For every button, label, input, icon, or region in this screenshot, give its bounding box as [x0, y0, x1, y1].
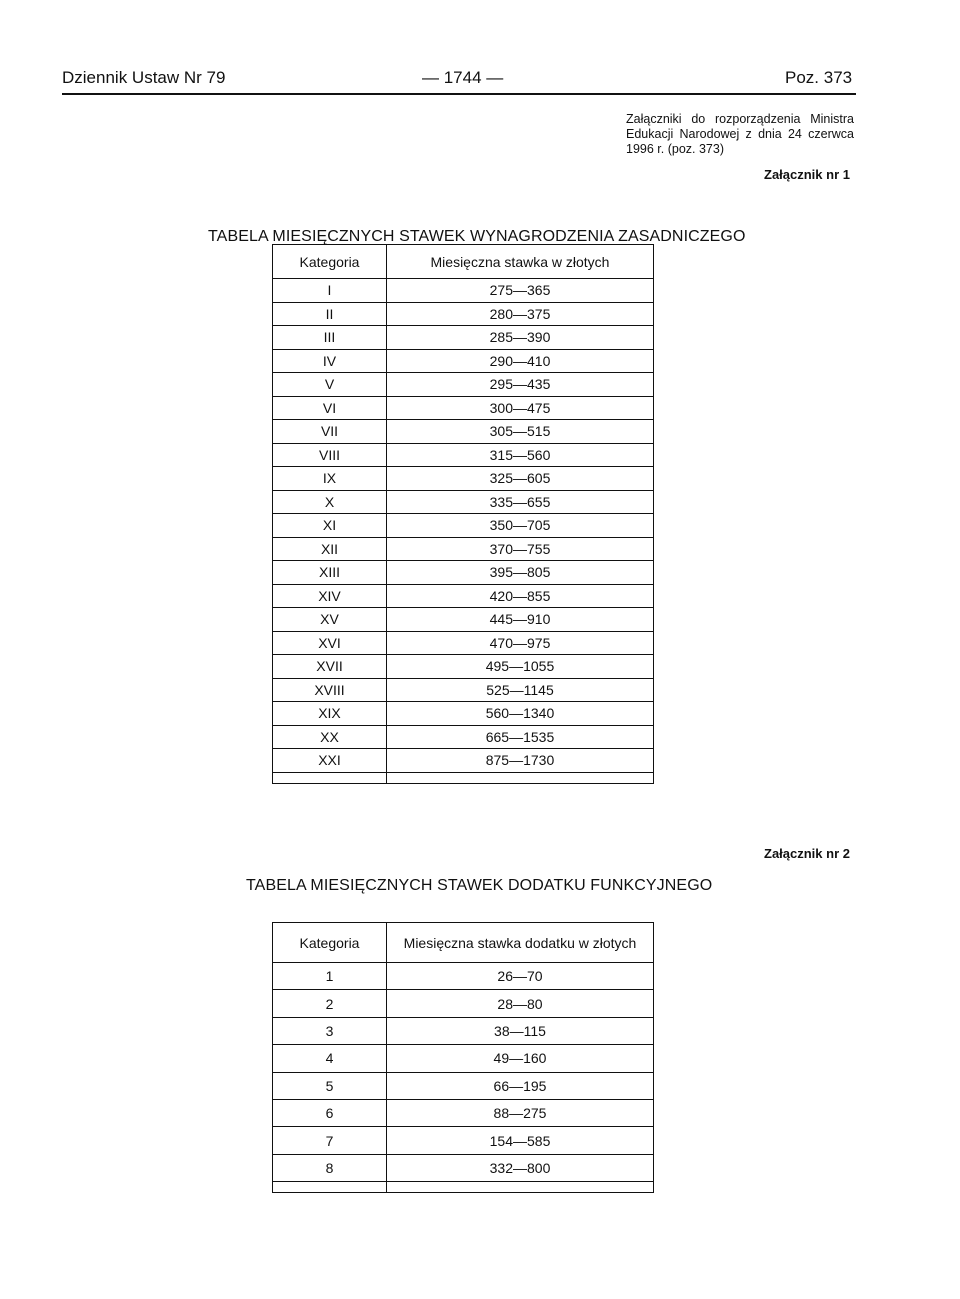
table-header-row — [273, 923, 654, 963]
table-row — [273, 349, 654, 373]
category-cell: VIII — [273, 443, 387, 467]
category-cell: 7 — [273, 1127, 387, 1154]
category-cell: XVI — [273, 631, 387, 655]
rate-cell: 300—475 — [387, 396, 654, 420]
journal-title: Dziennik Ustaw Nr 79 — [62, 68, 226, 87]
rate-cell: 560—1340 — [387, 702, 654, 726]
table-row — [273, 963, 654, 990]
category-cell: IV — [273, 349, 387, 373]
table-row — [273, 373, 654, 397]
rate-cell: 38—115 — [387, 1017, 654, 1044]
rate-cell: 665—1535 — [387, 725, 654, 749]
category-cell: I — [273, 279, 387, 303]
category-cell: 3 — [273, 1017, 387, 1044]
table-row — [273, 608, 654, 632]
table-row — [273, 702, 654, 726]
rate-cell: 154—585 — [387, 1127, 654, 1154]
function-allowance-table — [272, 922, 654, 1193]
category-cell: XI — [273, 514, 387, 538]
rate-cell: 290—410 — [387, 349, 654, 373]
rate-cell: 370—755 — [387, 537, 654, 561]
column-header-allowance: Miesięczna stawka dodatku w złotych — [387, 923, 654, 963]
table-row — [273, 1154, 654, 1181]
rate-cell: 66—195 — [387, 1072, 654, 1099]
table-row — [273, 537, 654, 561]
category-cell: 2 — [273, 990, 387, 1017]
page-number: — 1744 — — [422, 68, 504, 87]
rate-cell: 26—70 — [387, 963, 654, 990]
annex-2-label: Załącznik nr 2 — [764, 846, 850, 861]
category-cell: VII — [273, 420, 387, 444]
table-row — [273, 655, 654, 679]
table-row — [273, 584, 654, 608]
table-row — [273, 279, 654, 303]
table-bottom-padding — [273, 772, 654, 783]
column-header-rate: Miesięczna stawka w złotych — [387, 245, 654, 279]
salary-rates-table — [272, 244, 654, 784]
category-cell: 4 — [273, 1045, 387, 1072]
attachment-note: Załączniki do rozporządzenia Ministra Edukacji Narodowej z dnia 24 czerwca 1996 r. (poz. 373) — [626, 112, 854, 156]
rate-cell: 275—365 — [387, 279, 654, 303]
empty-cell — [387, 772, 654, 783]
category-cell: 8 — [273, 1154, 387, 1181]
table-row — [273, 990, 654, 1017]
rate-cell: 295—435 — [387, 373, 654, 397]
rate-cell: 875—1730 — [387, 749, 654, 773]
rate-cell: 88—275 — [387, 1099, 654, 1126]
table-row — [273, 467, 654, 491]
table-row — [273, 1072, 654, 1099]
rate-cell: 420—855 — [387, 584, 654, 608]
rate-cell: 305—515 — [387, 420, 654, 444]
category-cell: VI — [273, 396, 387, 420]
table-row — [273, 631, 654, 655]
table-row — [273, 326, 654, 350]
rate-cell: 280—375 — [387, 302, 654, 326]
category-cell: XVIII — [273, 678, 387, 702]
empty-cell — [273, 772, 387, 783]
category-cell: II — [273, 302, 387, 326]
rate-cell: 28—80 — [387, 990, 654, 1017]
table-row — [273, 490, 654, 514]
rate-cell: 495—1055 — [387, 655, 654, 679]
table-header-row — [273, 245, 654, 279]
category-cell: XVII — [273, 655, 387, 679]
rate-cell: 315—560 — [387, 443, 654, 467]
table-row — [273, 1099, 654, 1126]
rate-cell: 49—160 — [387, 1045, 654, 1072]
empty-cell — [387, 1182, 654, 1193]
category-cell: XII — [273, 537, 387, 561]
table-row — [273, 678, 654, 702]
category-cell: 6 — [273, 1099, 387, 1126]
rate-cell: 332—800 — [387, 1154, 654, 1181]
rate-cell: 525—1145 — [387, 678, 654, 702]
category-cell: IX — [273, 467, 387, 491]
table-row — [273, 561, 654, 585]
annex-1-label: Załącznik nr 1 — [764, 167, 850, 182]
column-header-category: Kategoria — [273, 245, 387, 279]
table-row — [273, 725, 654, 749]
category-cell: XIX — [273, 702, 387, 726]
table-row — [273, 749, 654, 773]
category-cell: X — [273, 490, 387, 514]
category-cell: XX — [273, 725, 387, 749]
table-row — [273, 1045, 654, 1072]
rate-cell: 470—975 — [387, 631, 654, 655]
position-number: Poz. 373 — [785, 68, 853, 87]
category-cell: 1 — [273, 963, 387, 990]
category-cell: 5 — [273, 1072, 387, 1099]
table-row — [273, 1127, 654, 1154]
category-cell: XV — [273, 608, 387, 632]
rate-cell: 395—805 — [387, 561, 654, 585]
rate-cell: 445—910 — [387, 608, 654, 632]
category-cell: V — [273, 373, 387, 397]
table-row — [273, 396, 654, 420]
header-rule — [62, 93, 856, 95]
category-cell: XXI — [273, 749, 387, 773]
column-header-category: Kategoria — [273, 923, 387, 963]
table-bottom-padding — [273, 1182, 654, 1193]
table-row — [273, 443, 654, 467]
rate-cell: 350—705 — [387, 514, 654, 538]
table-row — [273, 420, 654, 444]
table-row — [273, 302, 654, 326]
annex-1-title: TABELA MIESIĘCZNYCH STAWEK WYNAGRODZENIA ZASADNICZEGO — [208, 228, 746, 245]
rate-cell: 325—605 — [387, 467, 654, 491]
category-cell: XIV — [273, 584, 387, 608]
category-cell: III — [273, 326, 387, 350]
annex-2-title: TABELA MIESIĘCZNYCH STAWEK DODATKU FUNKCYJNEGO — [246, 877, 713, 894]
empty-cell — [273, 1182, 387, 1193]
table-row — [273, 1017, 654, 1044]
table-row — [273, 514, 654, 538]
category-cell: XIII — [273, 561, 387, 585]
rate-cell: 335—655 — [387, 490, 654, 514]
rate-cell: 285—390 — [387, 326, 654, 350]
